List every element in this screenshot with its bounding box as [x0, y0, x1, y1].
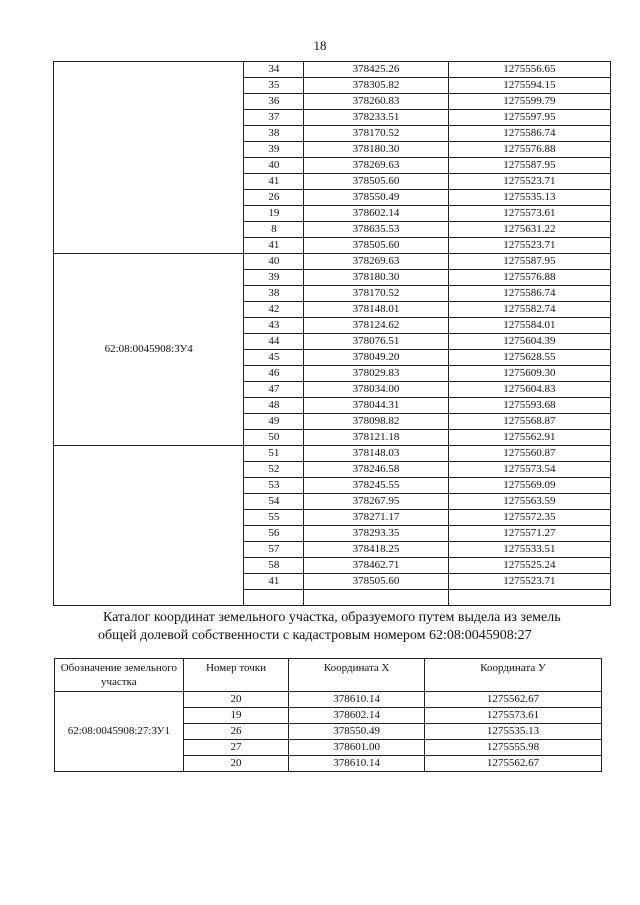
point-number-cell: 35: [244, 78, 304, 94]
coordinate-x-cell: 378462.71: [304, 558, 448, 574]
header-plot-designation: Обозначение земельного участка: [55, 659, 184, 692]
point-number-cell: 42: [244, 302, 304, 318]
coordinate-y-cell: 1275584.01: [448, 318, 610, 334]
coordinate-x-cell: 378076.51: [304, 334, 448, 350]
coordinate-y-cell: 1275533.51: [448, 542, 610, 558]
coordinate-y-cell: 1275587.95: [448, 158, 610, 174]
coordinate-x-cell: 378267.95: [304, 494, 448, 510]
coordinate-y-cell: 1275568.87: [448, 414, 610, 430]
point-number-cell: 58: [244, 558, 304, 574]
coordinate-y-cell: 1275523.71: [448, 238, 610, 254]
coordinate-y-cell: 1275628.55: [448, 350, 610, 366]
coordinate-x-cell: 378098.82: [304, 414, 448, 430]
coordinate-y-cell: 1275560.87: [448, 446, 610, 462]
coordinate-x-cell: 378260.83: [304, 94, 448, 110]
coordinate-x-cell: 378029.83: [304, 366, 448, 382]
point-number-cell: 20: [183, 692, 289, 708]
coordinate-y-cell: 1275631.22: [448, 222, 610, 238]
coordinate-x-cell: 378245.55: [304, 478, 448, 494]
coordinate-y-cell: 1275582.74: [448, 302, 610, 318]
point-number-cell: 37: [244, 110, 304, 126]
coordinates-table-zu1: [54, 658, 602, 772]
header-coordinate-x: Координата X: [289, 659, 425, 692]
point-number-cell: 55: [244, 510, 304, 526]
coordinate-y-cell: 1275523.71: [448, 174, 610, 190]
coordinate-x-cell: 378049.20: [304, 350, 448, 366]
point-number-cell: 47: [244, 382, 304, 398]
coordinate-x-cell: 378170.52: [304, 286, 448, 302]
coordinate-x-cell: 378148.01: [304, 302, 448, 318]
catalog-caption-line1: Каталог координат земельного участка, образуемого путем выдела из земель: [103, 610, 561, 625]
coordinate-x-cell: 378610.14: [289, 756, 425, 772]
coordinate-x-cell: 378505.60: [304, 238, 448, 254]
point-number-cell: 34: [244, 62, 304, 78]
coordinate-y-cell: 1275573.61: [448, 206, 610, 222]
coordinate-y-cell: 1275562.67: [425, 692, 602, 708]
coordinate-y-cell: 1275604.83: [448, 382, 610, 398]
table-header-row: [55, 659, 602, 692]
point-number-cell: [244, 590, 304, 606]
coordinate-y-cell: 1275586.74: [448, 286, 610, 302]
coordinate-x-cell: 378034.00: [304, 382, 448, 398]
coordinate-y-cell: 1275523.71: [448, 574, 610, 590]
coordinate-y-cell: 1275563.59: [448, 494, 610, 510]
coordinate-y-cell: 1275599.79: [448, 94, 610, 110]
catalog-caption-line2: общей долевой собственности с кадастровым номером 62:08:0045908:27: [98, 628, 532, 643]
point-number-cell: 19: [183, 708, 289, 724]
coordinate-x-cell: 378610.14: [289, 692, 425, 708]
coordinate-x-cell: 378121.18: [304, 430, 448, 446]
point-number-cell: 57: [244, 542, 304, 558]
coordinate-x-cell: 378180.30: [304, 270, 448, 286]
coordinate-y-cell: 1275576.88: [448, 142, 610, 158]
point-number-cell: 46: [244, 366, 304, 382]
coordinate-x-cell: 378124.62: [304, 318, 448, 334]
coordinate-x-cell: 378180.30: [304, 142, 448, 158]
coordinate-x-cell: 378246.58: [304, 462, 448, 478]
coordinate-y-cell: 1275573.61: [425, 708, 602, 724]
coordinate-x-cell: 378550.49: [304, 190, 448, 206]
point-number-cell: 56: [244, 526, 304, 542]
coordinate-x-cell: [304, 590, 448, 606]
plot-designation-cell: 62:08:0045908:27:ЗУ1: [55, 692, 184, 772]
coordinate-x-cell: 378269.63: [304, 158, 448, 174]
point-number-cell: 39: [244, 270, 304, 286]
header-coordinate-y: Координата У: [425, 659, 602, 692]
point-number-cell: 40: [244, 158, 304, 174]
header-point-number: Номер точки: [183, 659, 289, 692]
coordinate-y-cell: 1275597.95: [448, 110, 610, 126]
plot-designation-cell: [54, 62, 244, 254]
coordinate-y-cell: 1275573.54: [448, 462, 610, 478]
coordinate-y-cell: 1275562.67: [425, 756, 602, 772]
coordinate-y-cell: 1275604.39: [448, 334, 610, 350]
coordinate-y-cell: 1275535.13: [448, 190, 610, 206]
coordinates-table-continued: [53, 61, 611, 606]
point-number-cell: 41: [244, 238, 304, 254]
coordinate-y-cell: 1275594.15: [448, 78, 610, 94]
point-number-cell: 43: [244, 318, 304, 334]
coordinate-y-cell: 1275555.98: [425, 740, 602, 756]
table-row: [54, 62, 611, 78]
table-row: [54, 254, 611, 270]
point-number-cell: 52: [244, 462, 304, 478]
point-number-cell: 45: [244, 350, 304, 366]
point-number-cell: 40: [244, 254, 304, 270]
point-number-cell: 53: [244, 478, 304, 494]
coordinate-x-cell: 378418.25: [304, 542, 448, 558]
point-number-cell: 49: [244, 414, 304, 430]
point-number-cell: 39: [244, 142, 304, 158]
coordinate-y-cell: 1275525.24: [448, 558, 610, 574]
coordinate-y-cell: 1275572.35: [448, 510, 610, 526]
coordinate-y-cell: 1275556.65: [448, 62, 610, 78]
page-number: 18: [313, 38, 327, 53]
coordinate-y-cell: 1275535.13: [425, 724, 602, 740]
coordinate-y-cell: 1275609.30: [448, 366, 610, 382]
coordinate-x-cell: 378044.31: [304, 398, 448, 414]
point-number-cell: 41: [244, 174, 304, 190]
point-number-cell: 26: [183, 724, 289, 740]
coordinate-y-cell: 1275587.95: [448, 254, 610, 270]
coordinate-y-cell: 1275562.91: [448, 430, 610, 446]
coordinate-y-cell: 1275593.68: [448, 398, 610, 414]
point-number-cell: 41: [244, 574, 304, 590]
point-number-cell: 19: [244, 206, 304, 222]
coordinate-x-cell: 378635.53: [304, 222, 448, 238]
coordinate-y-cell: 1275571.27: [448, 526, 610, 542]
point-number-cell: 51: [244, 446, 304, 462]
point-number-cell: 38: [244, 286, 304, 302]
coordinate-y-cell: 1275576.88: [448, 270, 610, 286]
point-number-cell: 26: [244, 190, 304, 206]
coordinate-x-cell: 378148.03: [304, 446, 448, 462]
coordinate-x-cell: 378425.26: [304, 62, 448, 78]
coordinate-x-cell: 378505.60: [304, 174, 448, 190]
coordinate-y-cell: 1275569.09: [448, 478, 610, 494]
coordinate-x-cell: 378170.52: [304, 126, 448, 142]
coordinate-x-cell: 378505.60: [304, 574, 448, 590]
point-number-cell: 54: [244, 494, 304, 510]
plot-designation-cell: 62:08:0045908:ЗУ4: [54, 254, 244, 446]
table-row: [55, 692, 602, 708]
point-number-cell: 44: [244, 334, 304, 350]
point-number-cell: 48: [244, 398, 304, 414]
coordinate-x-cell: 378602.14: [304, 206, 448, 222]
point-number-cell: 38: [244, 126, 304, 142]
coordinate-y-cell: [448, 590, 610, 606]
coordinate-x-cell: 378293.35: [304, 526, 448, 542]
coordinate-x-cell: 378271.17: [304, 510, 448, 526]
coordinate-x-cell: 378601.00: [289, 740, 425, 756]
table-row: [54, 446, 611, 462]
point-number-cell: 36: [244, 94, 304, 110]
point-number-cell: 8: [244, 222, 304, 238]
point-number-cell: 50: [244, 430, 304, 446]
coordinate-x-cell: 378305.82: [304, 78, 448, 94]
coordinate-y-cell: 1275586.74: [448, 126, 610, 142]
coordinate-x-cell: 378602.14: [289, 708, 425, 724]
point-number-cell: 27: [183, 740, 289, 756]
plot-designation-cell: [54, 446, 244, 606]
coordinate-x-cell: 378550.49: [289, 724, 425, 740]
catalog-caption: [0, 609, 640, 645]
coordinate-x-cell: 378233.51: [304, 110, 448, 126]
point-number-cell: 20: [183, 756, 289, 772]
coordinate-x-cell: 378269.63: [304, 254, 448, 270]
